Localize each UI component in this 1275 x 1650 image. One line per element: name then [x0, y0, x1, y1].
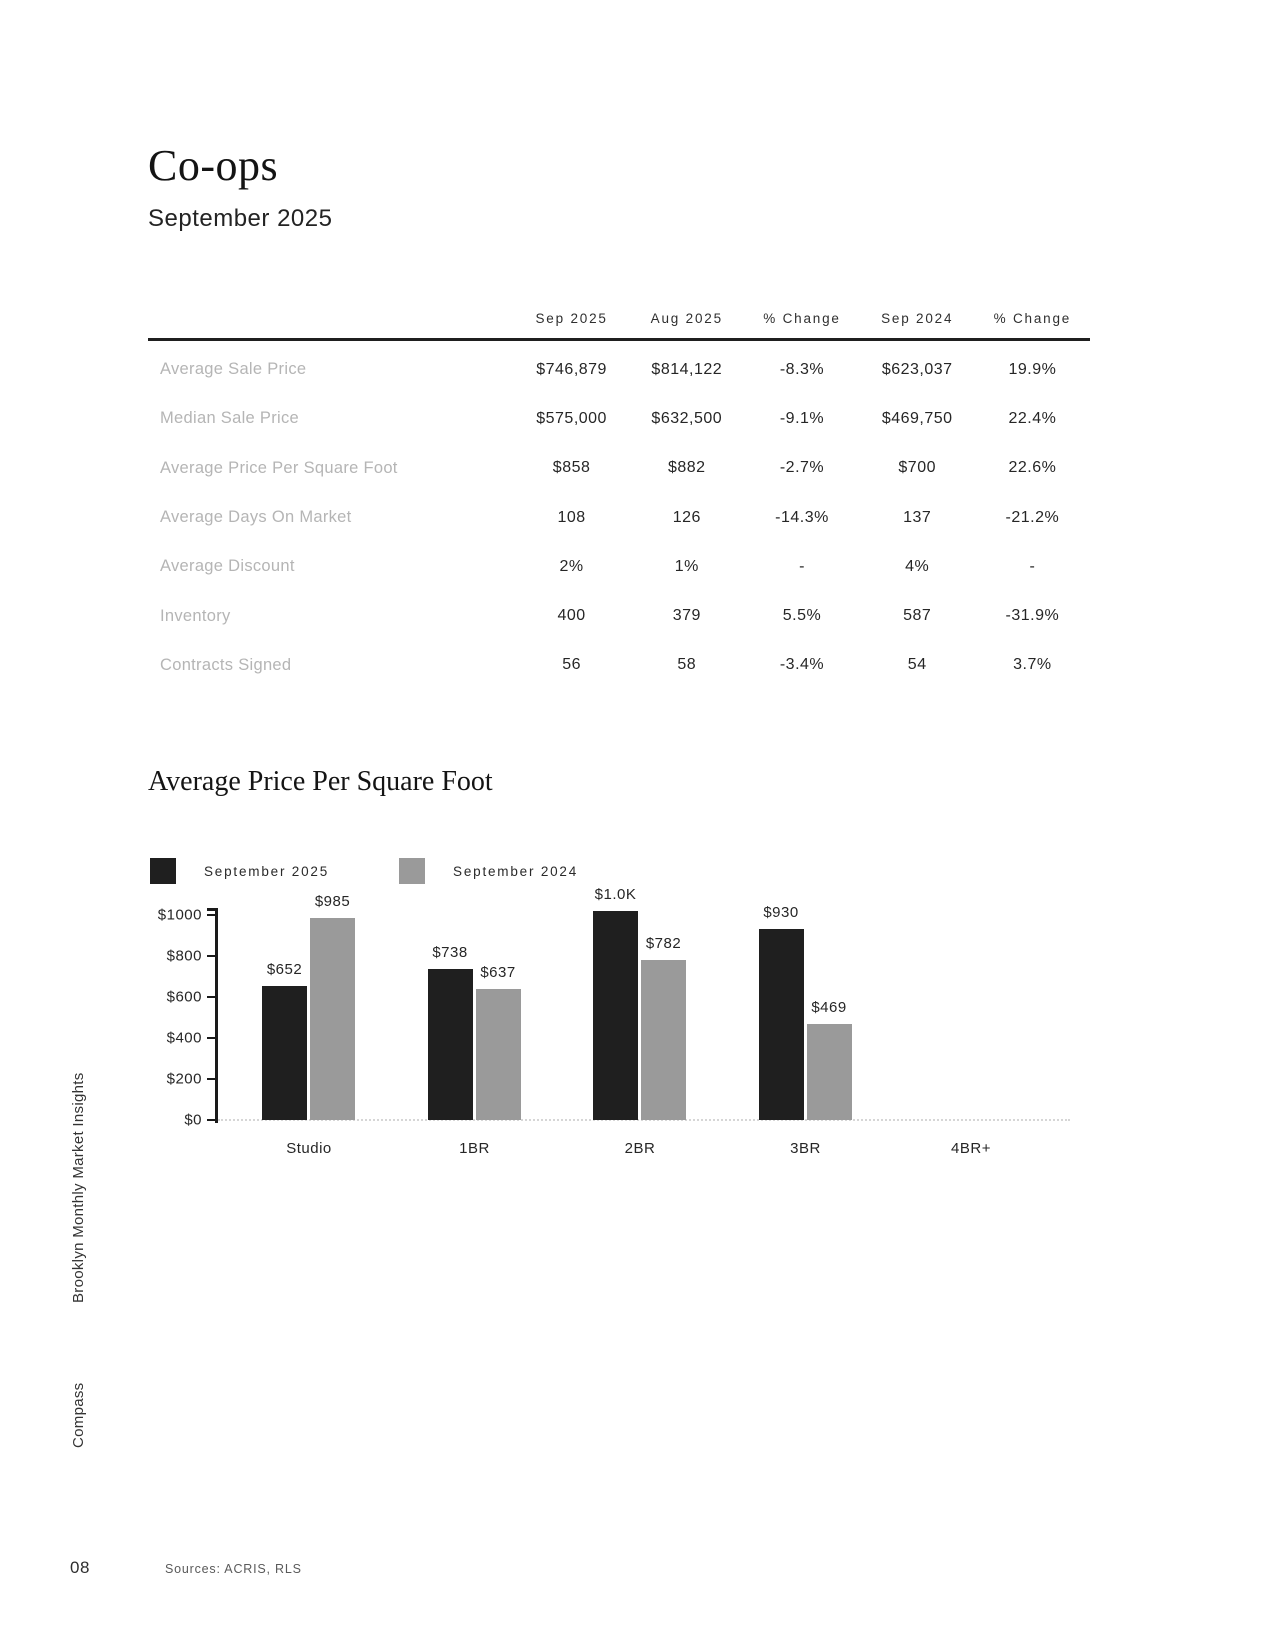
y-axis-tick-label: $800: [166, 947, 202, 965]
stats-table-body: [148, 341, 1090, 690]
x-axis-label: 1BR: [459, 1140, 490, 1157]
chart-legend: [150, 858, 578, 884]
column-header-sep-2025: Sep 2025: [535, 311, 608, 326]
row-value: -: [1029, 557, 1036, 575]
stats-table: [148, 300, 1090, 690]
y-axis-tick: [207, 1119, 216, 1122]
bar-september-2025: [759, 929, 804, 1120]
row-value: $632,500: [651, 409, 723, 427]
bar-value-label: $738: [432, 943, 468, 961]
rail-brand: Compass: [70, 1382, 87, 1448]
table-row: [148, 493, 1090, 542]
row-label: Contracts Signed: [160, 655, 292, 674]
row-value: -3.4%: [779, 656, 825, 674]
bar-september-2024: [310, 918, 355, 1120]
y-axis-tick-label: $400: [166, 1029, 202, 1047]
y-axis-tick: [207, 1078, 216, 1081]
row-value: -31.9%: [1005, 607, 1060, 625]
column-header-spacer: [148, 326, 514, 338]
bar-september-2025: [593, 911, 638, 1120]
bar-september-2025: [262, 986, 307, 1120]
row-label: Average Price Per Square Foot: [160, 458, 398, 477]
row-value: 54: [907, 656, 927, 674]
row-label: Average Sale Price: [160, 360, 307, 379]
bar-group-1br: [428, 900, 522, 1120]
bar-value-label: $469: [811, 998, 847, 1016]
legend-item-2024: [399, 858, 578, 884]
row-value: -8.3%: [779, 360, 825, 378]
row-value: -: [799, 557, 805, 575]
legend-label-2025: September 2025: [204, 863, 330, 879]
bar-group-2br: [593, 885, 687, 1120]
row-value: 108: [557, 508, 586, 526]
table-row: [148, 542, 1090, 591]
y-axis-cap-tick: [207, 908, 216, 911]
legend-label-2024: September 2024: [453, 863, 579, 879]
row-value: -2.7%: [779, 459, 825, 477]
y-axis-tick: [207, 996, 216, 999]
row-value: $746,879: [536, 360, 607, 378]
bar-september-2025: [428, 969, 473, 1120]
column-header-sep-2024: Sep 2024: [881, 311, 954, 326]
bar-value-label: $637: [480, 964, 516, 982]
bar-group-studio: [262, 893, 356, 1120]
row-value: -14.3%: [775, 508, 829, 526]
sources-note: Sources: ACRIS, RLS: [165, 1562, 302, 1576]
row-value: 126: [672, 508, 701, 526]
page-subtitle: September 2025: [148, 205, 333, 232]
row-label: Average Discount: [160, 557, 295, 576]
column-header-pct-change-mom: % Change: [763, 311, 841, 326]
row-value: 1%: [674, 557, 699, 575]
column-header-pct-change-yoy: % Change: [993, 311, 1072, 326]
x-axis-label: 4BR+: [951, 1140, 991, 1157]
x-axis-label: Studio: [286, 1140, 332, 1157]
bar-chart: [150, 885, 1140, 1180]
row-value: 22.4%: [1008, 409, 1057, 427]
table-row: [148, 345, 1090, 394]
bar-value-label: $985: [314, 893, 351, 911]
table-row: [148, 394, 1090, 443]
bar-group-3br: [759, 900, 853, 1120]
y-axis-tick: [207, 955, 216, 958]
bar-value-label: $782: [645, 934, 682, 952]
row-value: -21.2%: [1005, 508, 1060, 526]
bar-september-2024: [641, 960, 686, 1120]
row-value: $858: [552, 459, 591, 477]
y-axis-tick: [207, 1037, 216, 1040]
page-number: 08: [70, 1558, 90, 1577]
rail-report-title: Brooklyn Monthly Market Insights: [70, 1072, 87, 1303]
stats-table-header: [148, 300, 1090, 338]
table-row: [148, 444, 1090, 493]
row-value: 379: [672, 607, 701, 625]
row-value: 3.7%: [1013, 656, 1052, 674]
row-value: $623,037: [881, 360, 953, 378]
legend-swatch-2025: [150, 858, 176, 884]
row-value: 2%: [559, 557, 584, 575]
row-value: 137: [903, 508, 932, 526]
row-value: 58: [677, 656, 697, 674]
row-value: 587: [903, 607, 932, 625]
bar-september-2024: [807, 1024, 852, 1120]
y-axis-tick-label: $0: [184, 1111, 202, 1129]
x-axis-label: 2BR: [624, 1140, 656, 1157]
row-value: 22.6%: [1008, 459, 1057, 477]
legend-item-2025: [150, 858, 329, 884]
bar-group-4brplus: [924, 900, 1018, 1120]
row-value: $814,122: [651, 360, 723, 378]
page-title: Co-ops: [148, 141, 279, 190]
y-axis-tick-label: $1000: [157, 906, 202, 924]
bar-value-label: $652: [266, 961, 303, 979]
row-value: 5.5%: [782, 607, 822, 625]
row-value: 400: [557, 607, 586, 625]
y-axis-tick: [207, 914, 216, 917]
row-value: 56: [562, 656, 581, 674]
y-axis-line: [215, 908, 218, 1123]
bar-value-label: $930: [763, 904, 799, 922]
x-axis-label: 3BR: [790, 1140, 821, 1157]
bar-value-label: $1.0K: [594, 885, 637, 903]
row-value: 19.9%: [1008, 360, 1057, 378]
row-label: Median Sale Price: [160, 409, 300, 428]
legend-swatch-2024: [399, 858, 425, 884]
chart-title: Average Price Per Square Foot: [148, 766, 493, 797]
row-label: Average Days On Market: [160, 508, 352, 527]
row-label: Inventory: [160, 606, 231, 625]
title-block: [148, 140, 332, 233]
row-value: 4%: [905, 557, 930, 575]
table-row: [148, 591, 1090, 640]
row-value: $575,000: [536, 409, 607, 427]
column-header-aug-2025: Aug 2025: [650, 311, 723, 326]
table-row: [148, 641, 1090, 690]
bar-september-2024: [476, 989, 521, 1120]
row-value: $469,750: [881, 409, 953, 427]
y-axis-tick-label: $200: [166, 1070, 202, 1088]
row-value: $882: [667, 459, 706, 477]
row-value: -9.1%: [779, 409, 825, 427]
y-axis-tick-label: $600: [166, 988, 202, 1006]
row-value: $700: [898, 459, 936, 477]
